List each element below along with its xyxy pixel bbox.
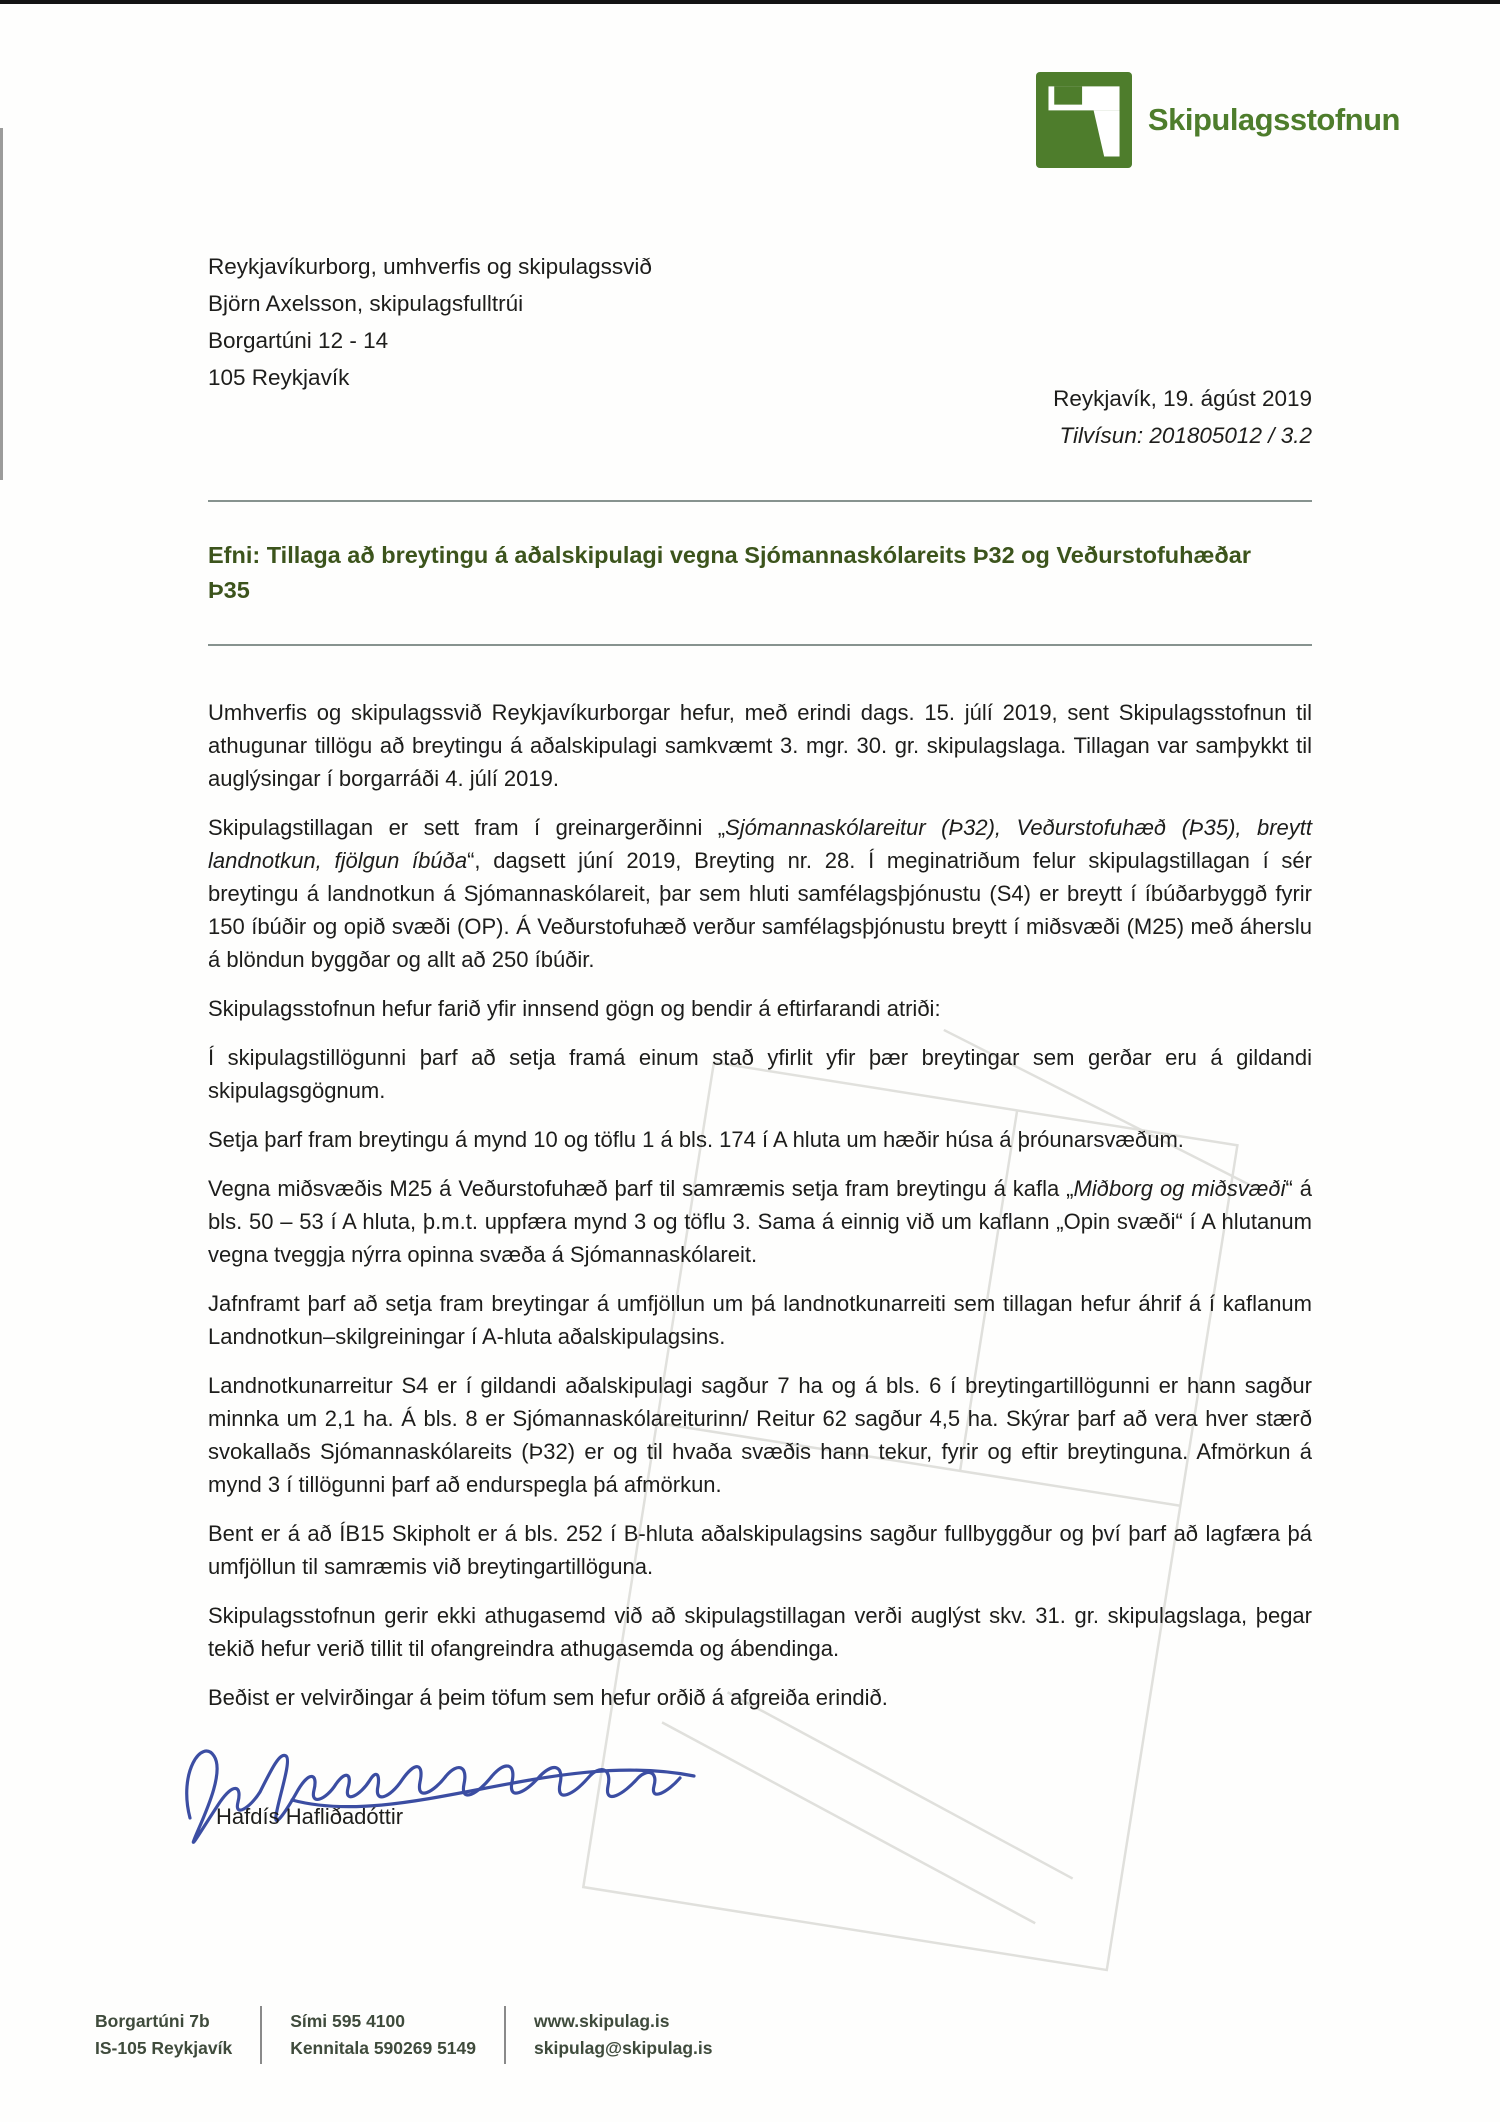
- paragraph-segment: “, dagsett júní 2019, Breyting nr. 28. Í meginatriðum felur skipulagstillagan í sér breytingu á landnotkun á Sjómannaskólareit, þar sem hluti samfélagsþjónustu (S4) er breytt í íbúðarbyggð fyrir 150 íbúðir og opið svæði (OP). Á Veðurstofuhæð verður samfélagsþjónustu breytt í miðsvæði (M25) með áherslu á blöndun byggðar og allt að 250 íbúðir.: [208, 848, 1312, 972]
- footer-column-3: [504, 2006, 741, 2064]
- divider-top: [208, 500, 1312, 502]
- signatory-name: Hafdís Hafliðadóttir: [216, 1804, 404, 1829]
- body-paragraph: [208, 1041, 1312, 1107]
- signature-block: [208, 1730, 1312, 1890]
- paragraph-segment: Bent er á að ÍB15 Skipholt er á bls. 252 í B-hluta aðalskipulagsins sagður fullbyggður og því þarf að lagfæra þá umfjöllun til samræmis við breytingartillöguna.: [208, 1521, 1312, 1579]
- place-date: Reykjavík, 19. ágúst 2019: [1053, 386, 1312, 411]
- paragraph-segment: Í skipulagstillögunni þarf að setja framá einum stað yfirlit yfir þær breytingar sem gerðar eru á gildandi skipulagsgögnum.: [208, 1045, 1312, 1103]
- brand-header: [1036, 72, 1400, 168]
- body-paragraph: [208, 992, 1312, 1025]
- divider-bottom: [208, 644, 1312, 646]
- body-paragraph: [208, 1172, 1312, 1271]
- paragraph-italic-segment: Sjómannaskólareitur (Þ32), Veðurstofuhæð (Þ35), breytt landnotkun, fjölgun íbúða: [208, 815, 1312, 873]
- letter-content: [208, 500, 1312, 1890]
- body-paragraph: [208, 1599, 1312, 1665]
- body-paragraph: [208, 1517, 1312, 1583]
- paragraph-segment: Vegna miðsvæðis M25 á Veðurstofuhæð þarf til samræmis setja fram breytingu á kafla „: [208, 1176, 1074, 1201]
- paragraph-segment: Skipulagstillagan er sett fram í greinargerðinni „: [208, 815, 726, 840]
- skipulagsstofnun-logo-icon: [1036, 72, 1132, 168]
- footer-column-2: [260, 2006, 504, 2064]
- body-paragraph: [208, 1287, 1312, 1353]
- paragraph-segment: Skipulagsstofnun gerir ekki athugasemd við að skipulagstillagan verði auglýst skv. 31. gr. skipulagslaga, þegar tekið hefur verið tillit til ofangreindra athugasemda og ábendinga.: [208, 1603, 1312, 1661]
- body-paragraph: [208, 1123, 1312, 1156]
- recipient-line: 105 Reykjavík: [208, 365, 350, 390]
- letter-body: [208, 696, 1312, 1714]
- brand-name: Skipulagsstofnun: [1147, 102, 1400, 137]
- subject-line: Efni: Tillaga að breytingu á aðalskipulagi vegna Sjómannaskólareits Þ32 og Veðurstofuhæðar Þ35: [208, 542, 1251, 603]
- scan-artifact-left: [0, 128, 3, 480]
- handwritten-signature: [174, 1730, 714, 1850]
- footer-line: Borgartúni 7b: [95, 2011, 210, 2031]
- footer-line: IS-105 Reykjavík: [95, 2038, 233, 2058]
- paragraph-segment: Landnotkunarreitur S4 er í gildandi aðalskipulagi sagður 7 ha og á bls. 6 í breytingartillögunni er hann sagður minnka um 2,1 ha. Á bls. 8 er Sjómannaskólareiturinn/ Reitur 62 sagður 4,5 ha. Skýrar þarf að vera hver stærð svokallaðs Sjómannaskólareits (Þ32) er og til hvaða svæðis hann tekur, fyrir og eftir breytinguna. Afmörkun á mynd 3 í tillögunni þarf að endurspegla þá afmörkun.: [208, 1373, 1312, 1497]
- paragraph-italic-segment: Miðborg og miðsvæði: [1073, 1176, 1286, 1201]
- paragraph-segment: Setja þarf fram breytingu á mynd 10 og töflu 1 á bls. 174 í A hluta um hæðir húsa á þróunarsvæðum.: [208, 1127, 1184, 1152]
- scan-artifact-top: [0, 0, 1500, 4]
- footer-line: skipulag@skipulag.is: [534, 2038, 713, 2058]
- body-paragraph: [208, 811, 1312, 976]
- recipient-line: Björn Axelsson, skipulagsfulltrúi: [208, 291, 524, 316]
- recipient-line: Reykjavíkurborg, umhverfis og skipulagssvið: [208, 254, 652, 279]
- paragraph-segment: Skipulagsstofnun hefur farið yfir innsend gögn og bendir á eftirfarandi atriði:: [208, 996, 941, 1021]
- recipient-address: [208, 248, 652, 396]
- page-footer: [95, 2006, 741, 2064]
- footer-line: Sími 595 4100: [290, 2011, 405, 2031]
- footer-line: www.skipulag.is: [534, 2011, 670, 2031]
- footer-line: Kennitala 590269 5149: [290, 2038, 477, 2058]
- paragraph-segment: Jafnframt þarf að setja fram breytingar á umfjöllun um þá landnotkunarreiti sem tillagan hefur áhrif á í kaflanum Landnotkun–skilgreiningar í A-hluta aðalskipulagsins.: [208, 1291, 1312, 1349]
- dateline: [1053, 380, 1312, 454]
- reference-number: Tilvísun: 201805012 / 3.2: [1059, 423, 1312, 448]
- recipient-line: Borgartúni 12 - 14: [208, 328, 389, 353]
- body-paragraph: [208, 696, 1312, 795]
- paragraph-segment: Beðist er velvirðingar á þeim töfum sem hefur orðið á afgreiða erindið.: [208, 1685, 888, 1710]
- paragraph-segment: Umhverfis og skipulagssvið Reykjavíkurborgar hefur, með erindi dags. 15. júlí 2019, sent Skipulagsstofnun til athugunar tillögu að breytingu á aðalskipulagi samkvæmt 3. mgr. 30. gr. skipulagslaga. Tillagan var samþykkt til auglýsingar í borgarráði 4. júlí 2019.: [208, 700, 1312, 791]
- body-paragraph: [208, 1369, 1312, 1501]
- body-paragraph: [208, 1681, 1312, 1714]
- footer-column-1: [95, 2006, 260, 2064]
- paragraph-segment: “ á bls. 50 – 53 í A hluta, þ.m.t. uppfæra mynd 3 og töflu 3. Sama á einnig við um kaflann „Opin svæði“ í A hlutanum vegna tveggja nýrra opinna svæða á Sjómannaskólareit.: [208, 1176, 1313, 1267]
